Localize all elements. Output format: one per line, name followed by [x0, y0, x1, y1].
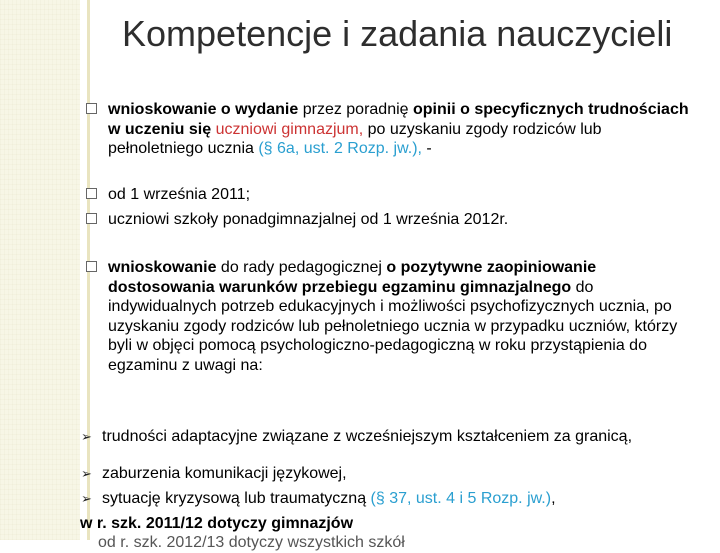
arrow-item-2-text: zaburzenia komunikacji językowej, — [102, 465, 347, 482]
checkbox-bullet-icon — [86, 103, 97, 114]
item-4-part-1: wnioskowanie — [108, 259, 217, 276]
item-1-part-6: (§ 6a, ust. 2 Rozp. jw.), — [258, 140, 422, 157]
arrow-bullet-icon: ➢ — [81, 429, 92, 444]
decorative-left-band — [0, 0, 80, 540]
item-4-part-2: do rady pedagogicznej — [216, 259, 387, 276]
arrow-item-1 — [81, 427, 702, 447]
item-1-part-4: uczniowi gimnazjum, — [215, 120, 364, 138]
footer-note: w r. szk. 2011/12 dotyczy gimnazjów — [80, 515, 354, 532]
checkbox-bullet-icon — [86, 188, 97, 199]
item-4-part-3: o pozytywne zaopiniowanie dostosowania warunków przebiegu egzaminu gimnazjalnego — [108, 259, 597, 296]
item-3-text: uczniowi szkoły ponadgimnazjalnej od 1 września 2012r. — [108, 211, 509, 228]
slide-title: Kompetencje i zadania nauczycieli — [122, 13, 673, 54]
item-1-part-1: wnioskowanie o wydanie — [108, 101, 299, 118]
item-4-part-4: do indywidualnych potrzeb edukacyjnych i możliwości psychofizycznych ucznia, po uzyskaniu zgody rodziców lub pełnoletniego ucznia w przypadku uczniów, którzy byli w objęci pomocą psychologiczno-pedagogiczną w roku przystąpienia do egzaminu z uwagi na: — [108, 278, 678, 374]
item-1-part-5: po uzyskaniu zgody rodziców lub pełnoletniego ucznia — [108, 120, 602, 157]
item-1-part-2: przez poradnię — [298, 101, 413, 118]
arrow-item-2 — [81, 464, 702, 484]
arrow-item-3-part-2: (§ 37, ust. 4 i 5 Rozp. jw.) — [370, 490, 552, 507]
cut-off-text: od r. szk. 2012/13 dotyczy wszystkich szkół — [98, 534, 405, 551]
list-item-2 — [108, 185, 698, 205]
arrow-item-3 — [81, 489, 702, 509]
arrow-item-3-part-3: , — [551, 490, 556, 507]
checkbox-bullet-icon — [86, 261, 97, 272]
arrow-bullet-icon: ➢ — [81, 466, 92, 481]
arrow-item-1-text: trudności adaptacyjne związane z wcześniejszym kształceniem za granicą, — [102, 428, 633, 445]
list-item-4 — [108, 258, 698, 375]
item-1-part-3: opinii o specyficznych trudnościach w uczeniu się — [108, 101, 689, 138]
checkbox-bullet-icon — [86, 213, 97, 224]
arrow-item-3-part-1: sytuację kryzysową lub traumatyczną — [102, 490, 371, 507]
item-1-part-7: - — [421, 140, 432, 157]
list-item-1 — [108, 100, 698, 159]
arrow-bullet-icon: ➢ — [81, 491, 92, 506]
list-item-3 — [108, 210, 698, 230]
item-2-text: od 1 września 2011; — [108, 186, 251, 203]
